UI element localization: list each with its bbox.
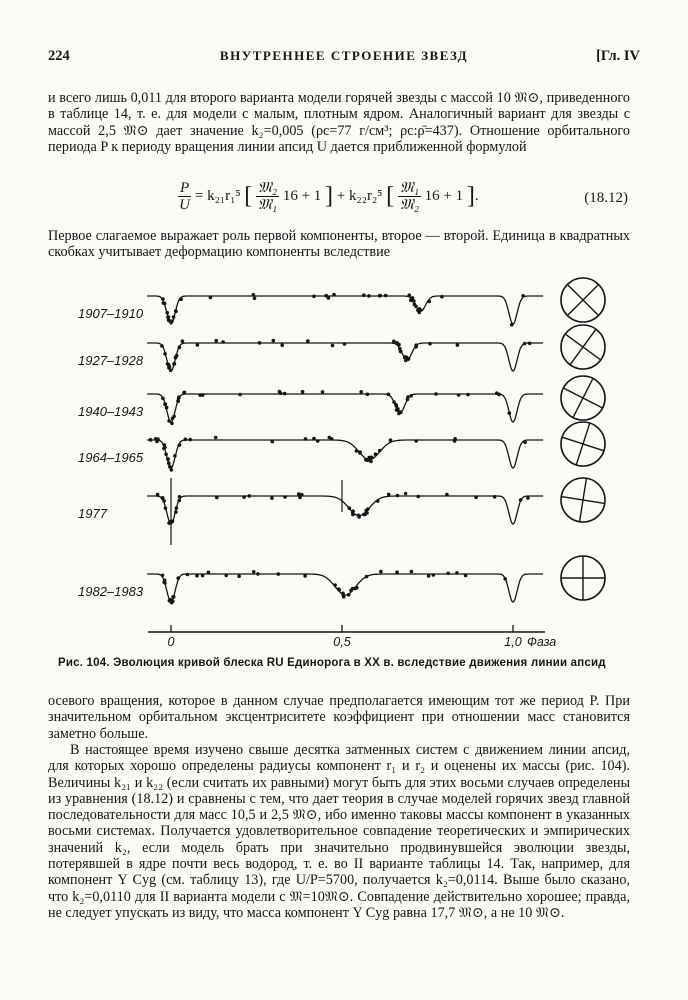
observation-point <box>414 305 418 309</box>
formula-body: $\frac{P}{U}$ = k₂₁r₁⁵ [ $\frac{\text{𝔐₂}}{\text{𝔐₁}}$ 16 + 1 ] + k₂₂r₂⁵ [ $\frac{\text{𝔐₁}}{\text{𝔐₂}}$ 16 + 1 ]. <box>179 180 479 213</box>
observation-point <box>355 586 359 590</box>
observation-point <box>221 340 225 344</box>
observation-point <box>519 498 523 502</box>
observation-point <box>177 499 181 503</box>
observation-point <box>279 391 283 395</box>
observation-point <box>409 394 413 398</box>
observation-point <box>177 395 181 399</box>
observation-point <box>174 355 178 359</box>
observation-point <box>283 392 287 396</box>
observation-point <box>367 294 371 298</box>
observation-point <box>188 438 192 442</box>
x-tick-label: 0,5 <box>333 635 351 649</box>
observation-point <box>523 440 527 444</box>
light-curve-line <box>147 343 543 371</box>
observation-point <box>410 570 414 574</box>
observation-point <box>392 400 396 404</box>
observation-point <box>379 570 383 574</box>
observation-point <box>272 339 276 343</box>
observation-point <box>333 583 337 587</box>
observation-point <box>156 493 160 497</box>
observation-point <box>162 447 166 451</box>
observation-point <box>508 411 512 415</box>
formula-fraction-1: $\frac{\text{𝔐₂}}{\text{𝔐₁}}$ <box>258 180 278 213</box>
observation-point <box>161 297 165 301</box>
observation-point <box>201 393 205 397</box>
observation-point <box>387 493 391 497</box>
observation-point <box>349 589 353 593</box>
observation-point <box>160 344 164 348</box>
paragraph-4-text: В настоящее время изучено свыше десятка затменных систем с движением линии апсид, для которых хорошо определены радиусы компонент r₁ и r₂ и оценены их массы (рис. 104). Величины k₂₁ и k₂₂ (если считать их равными) могут быть для этих восьми случаев определены из уравнения (18.12) и сравнены с тем, что дает теория в случае моделей горячих звезд главной последовательности для масс 10,5 и 2,5 𝔐⊙, ибо именно таковы массы компонент в указанных восьми системах. Получается удовлетворительное совпадение теоретических и эмпирических значений k₂, если модель брать при значительно продвинувшейся эволюции звезды, потерявшей в ядре почти весь водород, т. е. во II варианте таблицы 14. Так, например, для компонент Y Cyg (см. таблицу 13), где U/P=5700, получается k₂=0,0114. Выше было сказано, что k₂=0,0110 для II варианта модели с 𝔐=10𝔐⊙. Совпадение действительно хорошее; правда, не следует упускать из виду, что масса компонент Y Cyg равна 17,7 𝔐⊙, а не 10 𝔐⊙. <box>48 742 630 921</box>
observation-point <box>365 511 369 515</box>
orbit-axis-line <box>570 329 596 365</box>
observation-point <box>167 461 171 465</box>
observation-point <box>416 308 420 312</box>
observation-point <box>215 496 219 500</box>
orbit-axis-line <box>573 378 593 417</box>
observation-point <box>163 402 167 406</box>
observation-point <box>321 390 325 394</box>
observation-point <box>414 345 418 349</box>
observation-point <box>165 406 169 410</box>
observation-point <box>432 573 436 577</box>
observation-point <box>362 293 366 297</box>
observation-point <box>445 493 449 497</box>
observation-point <box>395 408 399 412</box>
observation-point <box>256 572 260 576</box>
observation-point <box>399 349 403 353</box>
observation-point <box>201 574 205 578</box>
observation-point <box>179 297 183 301</box>
observation-point <box>277 572 281 576</box>
observation-point <box>237 574 241 578</box>
observation-point <box>155 440 159 444</box>
observation-point <box>327 296 331 300</box>
observation-point <box>172 362 176 366</box>
observation-point <box>395 341 399 345</box>
observation-point <box>392 340 396 344</box>
observation-point <box>358 451 362 455</box>
observation-point <box>176 576 180 580</box>
observation-point <box>366 458 370 462</box>
observation-point <box>428 342 432 346</box>
observation-point <box>303 574 307 578</box>
observation-point <box>209 296 213 300</box>
observation-point <box>207 571 211 575</box>
observation-point <box>337 587 341 591</box>
observation-point <box>526 496 530 500</box>
observation-point <box>407 357 411 361</box>
running-title: ВНУТРЕННЕЕ СТРОЕНИЕ ЗВЕЗД <box>219 48 469 63</box>
observation-point <box>397 412 401 416</box>
epoch-label: 1907–1910 <box>78 306 144 321</box>
page-number: 224 <box>48 48 70 64</box>
observation-point <box>474 495 478 499</box>
formula-term-2: + k₂₂r₂⁵ <box>336 187 383 204</box>
x-tick-label: 1,0 <box>504 635 522 649</box>
observation-point <box>378 449 382 453</box>
paragraph-3 <box>48 693 630 742</box>
observation-point <box>464 574 468 578</box>
epoch-label: 1977 <box>78 506 107 521</box>
observation-point <box>164 506 168 510</box>
light-curve-line <box>147 394 543 422</box>
observation-point <box>163 352 167 356</box>
observation-point <box>167 318 171 322</box>
observation-point <box>171 595 175 599</box>
observation-point <box>404 492 408 496</box>
paragraph-1-text: и всего лишь 0,011 для второго варианта модели горячей звезды с массой 10 𝔐⊙, приведенного в таблице 14, т. е. для модели с малым, плотным ядром. Аналогичный вариант для звезды с массой 2,5 𝔐⊙ дает значение k₂=0,005 (ρc=77 г/см³; ρc:ρ̄=437). Отношение орбитального периода P к периоду вращения линии апсид U дается приближенной формулой <box>48 90 630 155</box>
observation-point <box>283 495 287 499</box>
observation-point <box>342 595 346 599</box>
observation-point <box>503 577 507 581</box>
observation-point <box>409 299 413 303</box>
observation-point <box>355 449 359 453</box>
chapter-label: [Гл. IV <box>596 48 640 64</box>
observation-point <box>332 293 336 297</box>
observation-point <box>168 465 172 469</box>
observation-point <box>253 297 257 301</box>
observation-point <box>523 342 527 346</box>
observation-point <box>301 390 305 394</box>
observation-point <box>389 438 393 442</box>
observation-point <box>304 437 308 441</box>
observation-point <box>170 468 174 472</box>
observation-point <box>242 495 246 499</box>
observation-point <box>161 397 165 401</box>
light-curve-line <box>147 440 543 468</box>
observation-point <box>316 439 320 443</box>
observation-point <box>186 573 190 577</box>
observation-point <box>457 393 461 397</box>
observation-point <box>440 295 444 299</box>
observation-point <box>396 494 400 498</box>
observation-point <box>183 391 187 395</box>
observation-point <box>166 457 170 461</box>
observation-point <box>300 493 304 497</box>
observation-point <box>161 574 165 578</box>
observation-point <box>387 393 391 397</box>
observation-point <box>312 437 316 441</box>
observation-point <box>384 294 388 298</box>
observation-point <box>341 592 345 596</box>
observation-point <box>408 293 412 297</box>
observation-point <box>184 438 188 442</box>
observation-point <box>357 514 361 518</box>
observation-point <box>174 510 178 514</box>
observation-point <box>252 570 256 574</box>
observation-point <box>351 511 355 515</box>
observation-point <box>252 293 256 297</box>
observation-point <box>167 365 171 369</box>
observation-point <box>416 495 420 499</box>
observation-point <box>306 339 310 343</box>
observation-point <box>528 342 532 346</box>
observation-point <box>271 440 275 444</box>
x-axis-label: Фаза <box>527 635 557 649</box>
observation-point <box>403 356 407 360</box>
observation-point <box>347 593 351 597</box>
observation-point <box>149 438 153 442</box>
observation-point <box>164 453 168 457</box>
epoch-label: 1940–1943 <box>78 404 144 419</box>
observation-point <box>414 439 418 443</box>
observation-point <box>174 310 178 314</box>
observation-point <box>167 419 171 423</box>
observation-point <box>312 295 316 299</box>
observation-point <box>495 391 499 395</box>
observation-point <box>331 344 335 348</box>
observation-point <box>168 599 172 603</box>
paragraph-4 <box>48 742 630 921</box>
observation-point <box>434 392 438 396</box>
formula-fraction-2: $\frac{\text{𝔐₁}}{\text{𝔐₂}}$ <box>399 180 419 213</box>
light-curve-line <box>147 496 543 524</box>
observation-point <box>214 436 218 440</box>
light-curve-line <box>147 296 543 324</box>
observation-point <box>365 575 369 579</box>
observation-point <box>348 506 352 510</box>
observation-point <box>466 393 470 397</box>
observation-point <box>343 342 347 346</box>
epoch-label: 1964–1965 <box>78 450 144 465</box>
observation-point <box>427 300 431 304</box>
observation-point <box>172 315 176 319</box>
observation-point <box>258 341 262 345</box>
observation-point <box>171 417 175 421</box>
observation-point <box>270 496 274 500</box>
observation-point <box>406 398 410 402</box>
paragraph-2-text: Первое слагаемое выражает роль первой компоненты, второе — второй. Единица в квадратных скобках учитывает деформацию компоненты вследствие <box>48 228 630 261</box>
observation-point <box>427 574 431 578</box>
observation-point <box>378 294 382 298</box>
observation-point <box>196 343 200 347</box>
observation-point <box>374 452 378 456</box>
observation-point <box>446 572 450 576</box>
observation-point <box>366 393 370 397</box>
formula-term-1b: 16 + 1 <box>282 187 322 204</box>
x-tick-label: 0 <box>167 635 175 649</box>
observation-point <box>359 390 363 394</box>
observation-point <box>176 399 180 403</box>
paragraph-3-text: осевого вращения, которое в данном случае предполагается имеющим тот же период P. При значительном орбитальном эксцентриситете коэффициент при отношении масс становится заметно больше. <box>48 693 630 742</box>
formula-term-1: = k₂₁r₁⁵ <box>194 187 241 204</box>
epoch-label: 1927–1928 <box>78 353 144 368</box>
observation-point <box>161 497 165 501</box>
observation-point <box>166 311 170 315</box>
observation-point <box>493 495 497 499</box>
observation-point <box>280 343 284 347</box>
epoch-label: 1982–1983 <box>78 584 144 599</box>
observation-point <box>521 294 525 298</box>
observation-point <box>173 454 177 458</box>
figure-caption: Рис. 104. Эволюция кривой блеска RU Единорога в XX в. вследствие движения линии апсид <box>58 657 606 669</box>
observation-point <box>178 345 182 349</box>
formula-number: (18.12) <box>584 190 628 206</box>
observation-point <box>178 495 182 499</box>
observation-point <box>248 494 252 498</box>
observation-point <box>330 437 334 441</box>
observation-point <box>456 343 460 347</box>
formula-term-2b: 16 + 1 <box>424 187 464 204</box>
observation-point <box>178 443 182 447</box>
observation-point <box>224 574 228 578</box>
observation-point <box>510 323 514 327</box>
observation-point <box>395 570 399 574</box>
formula-lhs: $\frac{P}{U}$ <box>179 180 190 213</box>
observation-point <box>163 302 167 306</box>
observation-point <box>455 571 459 575</box>
observation-point <box>195 574 199 578</box>
observation-point <box>297 492 301 496</box>
observation-point <box>214 339 218 343</box>
observation-point <box>170 422 174 426</box>
observation-point <box>376 499 380 503</box>
observation-point <box>453 439 457 443</box>
orbit-axis-line <box>576 423 590 465</box>
observation-point <box>181 339 185 343</box>
observation-point <box>238 393 242 397</box>
observation-point <box>163 579 167 583</box>
observation-point <box>169 368 173 372</box>
observation-point <box>175 506 179 510</box>
